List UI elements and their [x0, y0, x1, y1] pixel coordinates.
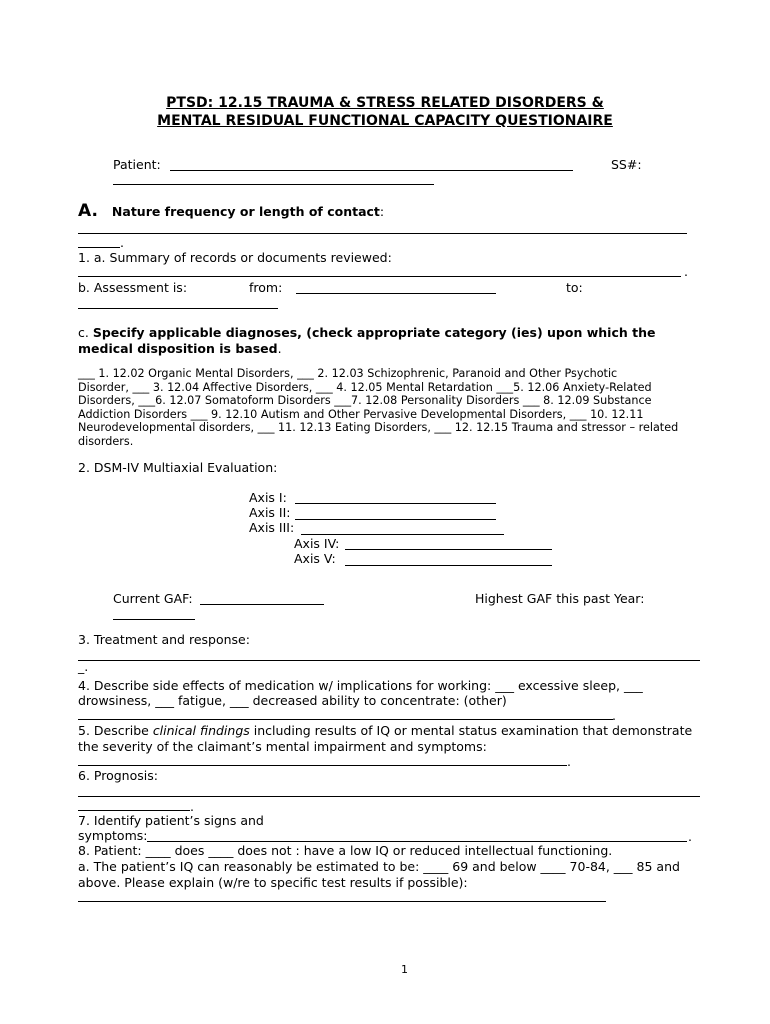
current-gaf-field[interactable] [200, 604, 324, 605]
from-label: from: [249, 280, 283, 295]
signs-symptoms-field[interactable] [147, 841, 687, 842]
prognosis-field-line-2[interactable] [78, 810, 190, 811]
q5-line-1 [78, 723, 692, 738]
contact-tail: . [120, 235, 124, 250]
axis-5-field[interactable] [345, 565, 552, 566]
q7-line-2: symptoms: [78, 828, 148, 843]
q5-tail: . [567, 754, 571, 769]
section-a-title: Nature frequency or length of contact [111, 204, 380, 219]
q1c-prompt [78, 325, 678, 356]
axis-4-label: Axis IV: [294, 536, 340, 551]
q7-line-1: 7. Identify patient’s signs and [78, 813, 264, 828]
q4-line-2: drowsiness, ___ fatigue, ___ decreased ability to concentrate: (other) [78, 693, 507, 708]
q5-suffix: including results of IQ or mental status examination that demonstrate [249, 723, 693, 738]
from-date-field[interactable] [296, 293, 496, 294]
diagnosis-line[interactable]: Addiction Disorders ___ 9. 12.10 Autism and Other Pervasive Developmental Disorders, ___ 10. 12.11 [78, 407, 644, 421]
section-a-colon: : [379, 204, 385, 219]
q3-label: 3. Treatment and response: [78, 632, 250, 647]
q8-line-1: 8. Patient: ____ does ____ does not : have a low IQ or reduced intellectual functioning. [78, 843, 613, 858]
clinical-findings-field[interactable] [78, 765, 567, 766]
page-number: 1 [401, 963, 408, 976]
diagnoses-list [78, 367, 678, 448]
ss-label: SS#: [611, 157, 642, 172]
diagnosis-line: disorders. [78, 434, 134, 448]
q1c-bold-text: Specify applicable diagnoses, (check appropriate category (ies) upon which the medical disposition is based [78, 325, 656, 356]
q6-tail: . [190, 799, 194, 814]
section-a-letter: A. [78, 201, 98, 221]
patient-label: Patient: [113, 157, 161, 172]
axis-3-label: Axis III: [249, 520, 295, 535]
axis-1-field[interactable] [295, 503, 496, 504]
q1c-prefix: c. [78, 325, 93, 340]
title-line-1: PTSD: 12.15 TRAUMA & STRESS RELATED DISORDERS & [166, 95, 604, 111]
q8-line-3: above. Please explain (w/re to specific test results if possible): [78, 875, 468, 890]
diagnosis-line[interactable]: Disorder, ___ 3. 12.04 Affective Disorders, ___ 4. 12.05 Mental Retardation ___5. 12.06 Anxiety-Related [78, 380, 652, 394]
highest-gaf-label: Highest GAF this past Year: [475, 591, 645, 606]
treatment-tail: _. [78, 659, 89, 674]
highest-gaf-field[interactable] [113, 619, 195, 620]
to-date-field[interactable] [78, 308, 278, 309]
side-effects-field[interactable] [78, 719, 613, 720]
diagnosis-line[interactable]: Neurodevelopmental disorders, ___ 11. 12.13 Eating Disorders, ___ 12. 12.15 Trauma and stressor – related [78, 421, 679, 434]
q4-line-1: 4. Describe side effects of medication w/ implications for working: ___ excessive sleep, ___ [78, 678, 643, 693]
contact-field-line-2[interactable] [78, 247, 120, 248]
assessment-label: b. Assessment is: [78, 280, 188, 295]
treatment-field[interactable] [78, 660, 700, 661]
q5-line-2: the severity of the claimant’s mental impairment and symptoms: [78, 739, 487, 754]
iq-explanation-field[interactable] [78, 901, 606, 902]
current-gaf-label: Current GAF: [113, 591, 193, 606]
q5-prefix: 5. Describe [78, 723, 153, 738]
axis-2-label: Axis II: [249, 505, 291, 520]
prognosis-field-line-1[interactable] [78, 796, 700, 797]
to-label: to: [566, 280, 583, 295]
section-a-heading [78, 201, 384, 221]
q5-italic: clinical findings [152, 723, 250, 738]
q4-tail: . [612, 708, 616, 723]
axis-2-field[interactable] [295, 519, 496, 520]
axis-4-field[interactable] [345, 549, 552, 550]
q6-label: 6. Prognosis: [78, 768, 158, 783]
records-tail: . [684, 264, 688, 279]
q8-line-2: a. The patient’s IQ can reasonably be estimated to be: ____ 69 and below ____ 70-84, ___ 85 and [78, 859, 680, 874]
ss-number-field[interactable] [113, 184, 434, 185]
q2-label: 2. DSM-IV Multiaxial Evaluation: [78, 460, 278, 475]
axis-1-label: Axis I: [249, 490, 287, 505]
q1c-tail: . [277, 340, 282, 356]
contact-field-line-1[interactable] [78, 233, 687, 234]
axis-5-label: Axis V: [294, 551, 336, 566]
records-field[interactable] [78, 276, 681, 277]
axis-3-field[interactable] [301, 534, 504, 535]
q7-tail: . [688, 829, 692, 844]
diagnosis-line[interactable]: ___ 1. 12.02 Organic Mental Disorders, ___ 2. 12.03 Schizophrenic, Paranoid and Other Psychotic [78, 367, 618, 380]
q1a-label: 1. a. Summary of records or documents reviewed: [78, 250, 392, 265]
diagnosis-line[interactable]: Disorders, ___6. 12.07 Somatoform Disorders ___7. 12.08 Personality Disorders ___ 8. 12.09 Substance [78, 394, 652, 407]
patient-name-field[interactable] [170, 170, 573, 171]
title-line-2: MENTAL RESIDUAL FUNCTIONAL CAPACITY QUESTIONAIRE [157, 113, 613, 129]
